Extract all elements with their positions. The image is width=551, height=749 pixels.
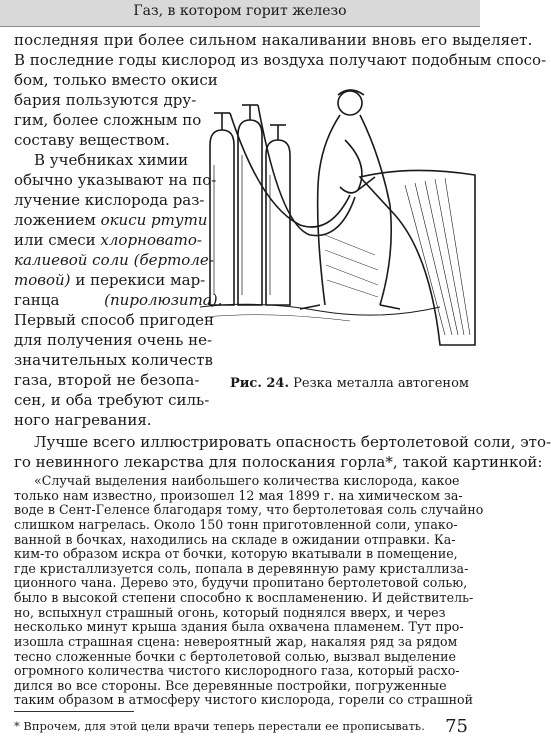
- italic-term: калиевой соли (бертоле-: [14, 251, 214, 269]
- footnote-divider: [14, 711, 134, 712]
- text-line: значительных количеств: [14, 351, 213, 369]
- quote-line: тесно сложенные бочки с бертолетовой солью, вызвал выделение: [14, 648, 456, 664]
- figure-label: Рис. 24.: [230, 376, 290, 391]
- quote-line: дился во все стороны. Все деревянные постройки, погруженные: [14, 677, 447, 693]
- text-line: газа, второй не безопа-: [14, 371, 200, 389]
- text-line: составу веществом.: [14, 131, 170, 149]
- text-line: В последние годы кислород из воздуха получают подобным спосо-: [14, 51, 547, 69]
- text-run: ганца: [14, 291, 60, 309]
- quote-line: только нам известно, произошел 12 мая 1899 г. на химическом за-: [14, 487, 463, 503]
- quote-line: «Случай выделения наибольшего количества кислорода, какое: [34, 473, 460, 488]
- page-number: 75: [445, 716, 468, 737]
- running-header-title: Газ, в котором горит железо: [133, 3, 347, 19]
- text-line: бом, только вместо окиси: [14, 71, 218, 89]
- text-line: [14, 270, 205, 290]
- text-line: Первый способ пригоден: [14, 311, 214, 329]
- quote-line: изошла страшная сцена: невероятный жар, накаляя ряд за рядом: [14, 633, 458, 649]
- text-line: для получения очень не-: [14, 331, 213, 349]
- quote-line: огромного количества чистого кислородного газа, который расхо-: [14, 663, 460, 679]
- text-line: [14, 230, 202, 250]
- welding-illustration: [200, 85, 475, 365]
- text-line: [14, 290, 222, 310]
- quote-line: воде в Сент-Геленсе благодаря тому, что бертолетовая соль случайно: [14, 502, 484, 518]
- text-line: ного нагревания.: [14, 411, 152, 429]
- text-line: гим, более сложным по: [14, 111, 202, 129]
- text-line: последняя при более сильном накаливании вновь его выделяет.: [14, 31, 533, 49]
- quote-line: но, вспыхнул страшный огонь, который поднялся вверх, и через: [14, 604, 446, 620]
- text-run: ложением: [14, 211, 96, 229]
- figure-caption: [230, 376, 469, 391]
- quote-line: было в высокой степени способно к воспламенению. И действитель-: [14, 590, 474, 605]
- text-line: В учебниках химии: [34, 151, 189, 169]
- text-line: бария пользуются дру-: [14, 91, 197, 109]
- text-line: го невинного лекарства для полоскания горла*, такой картинкой:: [14, 453, 543, 471]
- quote-line: слишком нагрелась. Около 150 тонн приготовленной соли, упако-: [14, 516, 458, 532]
- quote-line: ванной в бочках, находились на складе в ожидании отправки. Ка-: [14, 531, 456, 547]
- text-line: [14, 250, 214, 270]
- footnote: * Впрочем, для этой цели врачи теперь перестали ее прописывать.: [14, 719, 425, 733]
- quote-line: где кристаллизуется соль, попала в деревянную раму кристаллиза-: [14, 560, 469, 576]
- italic-term: товой): [14, 271, 71, 289]
- text-line: лучение кислорода раз-: [14, 191, 205, 209]
- quote-line: таким образом в атмосферу чистого кислорода, горели со страшной: [14, 692, 474, 708]
- quote-line: ционного чана. Дерево это, будучи пропитано бертолетовой солью,: [14, 575, 468, 591]
- text-run: или смеси: [14, 231, 96, 249]
- figure-caption-text: Резка металла автогеном: [293, 376, 470, 391]
- text-line: обычно указывают на по-: [14, 171, 217, 189]
- text-line: Лучше всего иллюстрировать опасность бертолетовой соли, это-: [34, 433, 551, 451]
- running-header: [0, 0, 480, 27]
- text-line: сен, и оба требуют силь-: [14, 391, 210, 409]
- quote-line: ким-то образом искра от бочки, которую вкатывали в помещение,: [14, 546, 458, 562]
- quote-line: несколько минут крыша здания была охвачена пламенем. Тут про-: [14, 619, 464, 635]
- italic-term: окиси ртути: [100, 211, 208, 229]
- italic-term: (пиролюзита).: [104, 291, 223, 309]
- text-line: [14, 210, 207, 230]
- italic-term: хлорновато-: [100, 231, 202, 249]
- text-run: и перекиси мар-: [75, 271, 206, 289]
